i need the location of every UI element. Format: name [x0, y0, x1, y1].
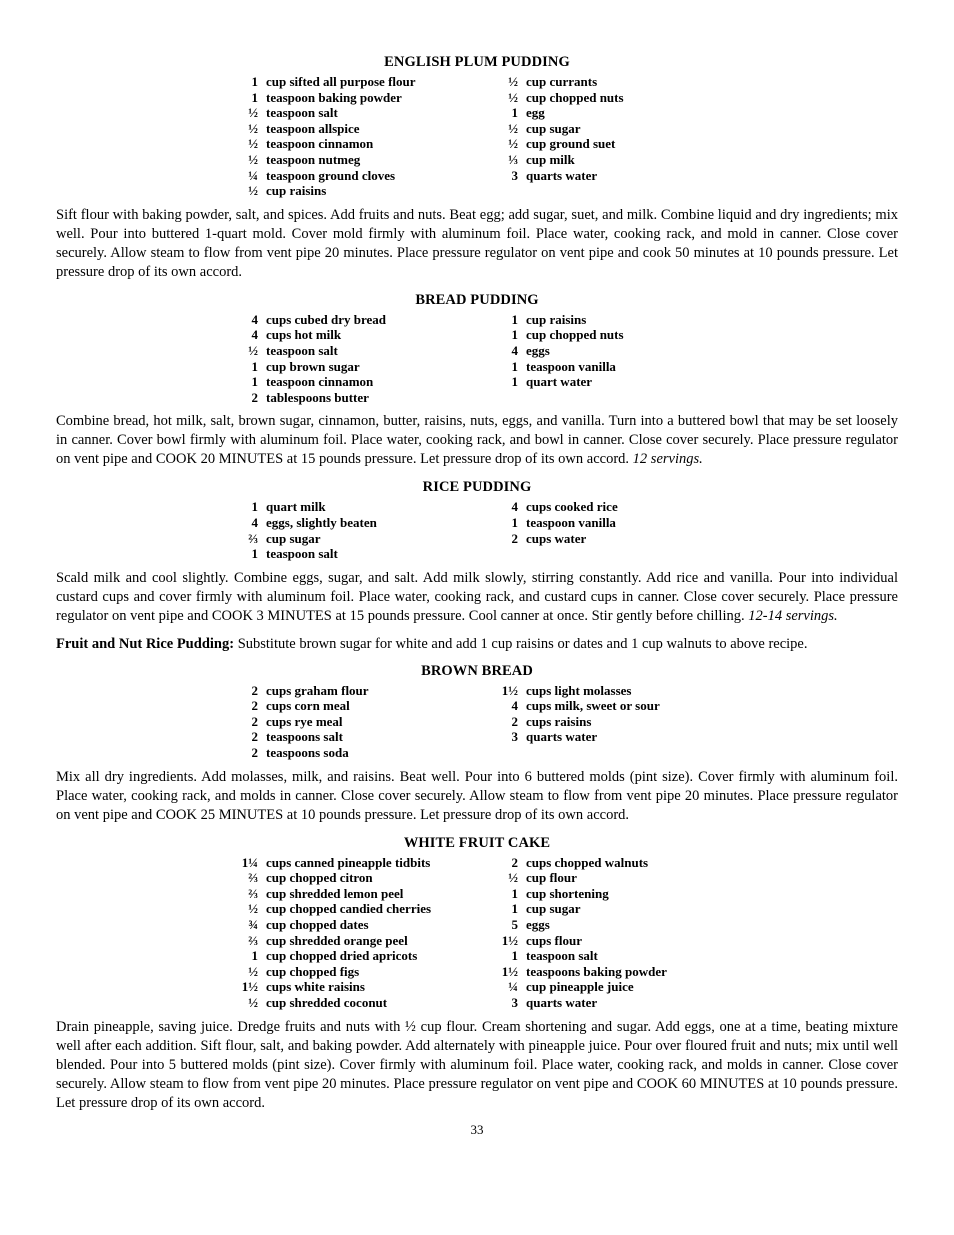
- ingredient-name: cup flour: [526, 870, 577, 886]
- recipe-title: BROWN BREAD: [421, 662, 533, 679]
- ingredient-name: teaspoons soda: [266, 745, 349, 761]
- ingredient-quantity: ½: [248, 120, 258, 136]
- ingredient-quantity: 1: [251, 499, 258, 515]
- recipe-title: ENGLISH PLUM PUDDING: [384, 54, 570, 70]
- ingredient-name: cup raisins: [266, 183, 327, 199]
- ingredient-row: [230, 390, 490, 406]
- ingredient-quantity: 2: [511, 854, 518, 870]
- ingredient-quantity: ½: [248, 995, 258, 1010]
- ingredient-row: [230, 312, 490, 328]
- ingredient-row: [230, 948, 490, 964]
- ingredient-row: [490, 515, 730, 531]
- ingredient-name: teaspoon ground cloves: [266, 167, 396, 183]
- ingredient-quantity: 1: [511, 311, 518, 327]
- ingredient-column-right: [490, 855, 730, 1011]
- ingredient-quantity: 2: [511, 530, 518, 546]
- ingredient-list: [230, 312, 730, 406]
- ingredient-name: tablespoons butter: [266, 389, 369, 405]
- ingredient-row: [490, 948, 730, 964]
- recipe-list: [56, 53, 898, 1113]
- ingredient-row: [230, 152, 490, 168]
- ingredient-quantity: 1: [511, 374, 518, 390]
- ingredient-row: [490, 327, 730, 343]
- ingredient-name: cup shortening: [526, 885, 609, 901]
- ingredient-row: [490, 105, 730, 121]
- ingredient-row: [230, 343, 490, 359]
- ingredient-quantity: ½: [248, 136, 258, 152]
- ingredient-quantity: ¾: [248, 917, 258, 933]
- ingredient-quantity: ⅔: [248, 530, 258, 546]
- ingredient-name: cups cubed dry bread: [266, 311, 387, 327]
- ingredient-name: quarts water: [526, 167, 598, 183]
- ingredient-name: quarts water: [526, 729, 598, 745]
- ingredient-quantity: 1½: [241, 979, 258, 995]
- ingredient-name: cups water: [526, 530, 587, 546]
- ingredient-column-right: [490, 312, 730, 406]
- ingredient-list: [230, 499, 730, 561]
- ingredient-name: egg: [526, 105, 545, 121]
- recipe-method: [56, 569, 898, 626]
- ingredient-row: [230, 546, 490, 562]
- ingredient-row: [230, 933, 490, 949]
- ingredient-row: [230, 886, 490, 902]
- ingredient-row: [490, 152, 730, 168]
- ingredient-quantity: 1: [511, 901, 518, 917]
- ingredient-row: [230, 995, 490, 1011]
- ingredient-row: [490, 74, 730, 90]
- ingredient-column-left: [230, 499, 490, 561]
- ingredient-row: [490, 343, 730, 359]
- ingredient-name: cups milk, sweet or sour: [526, 698, 660, 714]
- ingredient-name: cup chopped dried apricots: [266, 948, 418, 964]
- ingredient-row: [230, 870, 490, 886]
- ingredient-row: [230, 121, 490, 137]
- ingredient-column-right: [490, 74, 730, 199]
- ingredient-row: [490, 964, 730, 980]
- ingredient-name: cup chopped citron: [266, 870, 373, 886]
- ingredient-row: [490, 499, 730, 515]
- ingredient-quantity: 4: [511, 342, 518, 358]
- ingredient-quantity: ⅔: [248, 885, 258, 901]
- ingredient-quantity: ½: [508, 89, 518, 105]
- ingredient-row: [230, 964, 490, 980]
- ingredient-name: cup chopped dates: [266, 917, 369, 933]
- page-number: 33: [470, 1121, 484, 1137]
- ingredient-quantity: 1: [251, 74, 258, 89]
- variation-title: Fruit and Nut Rice Pudding:: [56, 635, 235, 652]
- ingredient-name: cup raisins: [526, 311, 587, 327]
- ingredient-quantity: 1: [511, 327, 518, 343]
- ingredient-name: cup shredded lemon peel: [266, 885, 404, 901]
- ingredient-row: [230, 683, 490, 699]
- ingredient-quantity: ¼: [248, 167, 258, 183]
- ingredient-column-right: [490, 683, 730, 761]
- ingredient-row: [230, 531, 490, 547]
- ingredient-row: [230, 855, 490, 871]
- ingredient-quantity: 1: [251, 948, 258, 964]
- ingredient-quantity: ½: [248, 342, 258, 358]
- ingredient-row: [230, 168, 490, 184]
- ingredient-name: teaspoon salt: [266, 546, 338, 562]
- ingredient-quantity: 2: [251, 698, 258, 714]
- recipe-variation: [56, 635, 898, 654]
- method-text: Sift flour with baking powder, salt, and spices. Add fruits and nuts. Beat egg; add sugar, suet, and milk. Combine liquid and dry ingredients; mix well. Pour into buttered 1-quart mold. Cover mold firmly with aluminum foil. Place water, cooking rack, and mold in canner. Close cover securely. Allow steam to flow from vent pipe 20 minutes. Place pressure regulator on vent pipe and cook 50 minutes at 10 pounds pressure. Let pressure drop of its own accord.: [56, 206, 898, 280]
- ingredient-name: cups canned pineapple tidbits: [266, 854, 431, 870]
- ingredient-quantity: 2: [251, 713, 258, 729]
- ingredient-row: [230, 729, 490, 745]
- ingredient-row: [490, 136, 730, 152]
- ingredient-column-left: [230, 74, 490, 199]
- ingredient-row: [490, 90, 730, 106]
- recipe-rice-pudding: [56, 478, 898, 653]
- ingredient-name: teaspoon salt: [266, 342, 338, 358]
- ingredient-quantity: 2: [511, 713, 518, 729]
- ingredient-name: teaspoon vanilla: [526, 358, 616, 374]
- ingredient-name: cup shredded coconut: [266, 995, 388, 1010]
- ingredient-quantity: ½: [248, 183, 258, 199]
- ingredient-name: teaspoons baking powder: [526, 963, 667, 979]
- ingredient-row: [230, 515, 490, 531]
- ingredient-quantity: ½: [248, 151, 258, 167]
- ingredient-name: teaspoon salt: [526, 948, 598, 964]
- ingredient-name: cups chopped walnuts: [526, 854, 649, 870]
- ingredient-quantity: 1: [511, 105, 518, 121]
- ingredient-quantity: 3: [511, 729, 518, 745]
- ingredient-name: cup brown sugar: [266, 358, 360, 374]
- ingredient-list: [230, 74, 730, 199]
- ingredient-row: [490, 168, 730, 184]
- ingredient-row: [490, 374, 730, 390]
- ingredient-name: cup milk: [526, 151, 575, 167]
- recipe-title: RICE PUDDING: [422, 479, 532, 496]
- ingredient-quantity: 1½: [501, 682, 518, 698]
- ingredient-name: teaspoon cinnamon: [266, 136, 374, 152]
- ingredient-name: eggs, slightly beaten: [266, 514, 377, 530]
- ingredient-name: teaspoon allspice: [266, 120, 360, 136]
- recipe-method: [56, 1018, 898, 1113]
- ingredient-row: [490, 683, 730, 699]
- ingredient-quantity: 3: [511, 995, 518, 1010]
- ingredient-row: [490, 886, 730, 902]
- ingredient-name: cup sifted all purpose flour: [266, 74, 416, 89]
- ingredient-quantity: ½: [248, 105, 258, 121]
- ingredient-name: cup sugar: [266, 530, 321, 546]
- ingredient-row: [230, 105, 490, 121]
- ingredient-name: cup ground suet: [526, 136, 616, 152]
- ingredient-column-left: [230, 855, 490, 1011]
- ingredient-quantity: 4: [251, 327, 258, 343]
- ingredient-row: [490, 870, 730, 886]
- ingredient-quantity: ½: [248, 901, 258, 917]
- ingredient-row: [230, 499, 490, 515]
- ingredient-name: teaspoons salt: [266, 729, 343, 745]
- ingredient-name: cup chopped nuts: [526, 327, 624, 343]
- ingredient-quantity: 2: [251, 729, 258, 745]
- recipe-title: BREAD PUDDING: [415, 291, 539, 308]
- ingredient-quantity: 1¼: [241, 854, 258, 870]
- ingredient-quantity: ¼: [508, 979, 518, 995]
- ingredient-name: eggs: [526, 342, 550, 358]
- ingredient-name: quart milk: [266, 499, 326, 515]
- ingredient-name: cups graham flour: [266, 682, 369, 698]
- ingredient-quantity: 1: [511, 948, 518, 964]
- ingredient-row: [230, 90, 490, 106]
- ingredient-row: [230, 359, 490, 375]
- ingredient-row: [230, 327, 490, 343]
- ingredient-row: [490, 933, 730, 949]
- ingredient-name: cups white raisins: [266, 979, 365, 995]
- ingredient-row: [230, 917, 490, 933]
- ingredient-row: [490, 714, 730, 730]
- ingredient-row: [230, 714, 490, 730]
- recipe-english-plum-pudding: [56, 53, 898, 282]
- ingredient-list: [230, 683, 730, 761]
- ingredient-quantity: 1½: [501, 932, 518, 948]
- ingredient-quantity: ½: [508, 870, 518, 886]
- ingredient-quantity: 4: [511, 698, 518, 714]
- recipe-method: [56, 206, 898, 282]
- servings-note: 12 servings.: [632, 451, 703, 468]
- ingredient-quantity: ½: [508, 120, 518, 136]
- recipe-brown-bread: [56, 662, 898, 825]
- ingredient-name: cup chopped figs: [266, 963, 360, 979]
- ingredient-row: [490, 979, 730, 995]
- ingredient-name: cup sugar: [526, 120, 581, 136]
- ingredient-quantity: 2: [251, 745, 258, 761]
- ingredient-quantity: 2: [251, 682, 258, 698]
- ingredient-name: cup shredded orange peel: [266, 932, 408, 948]
- recipe-bread-pudding: [56, 291, 898, 470]
- ingredient-quantity: 1: [511, 885, 518, 901]
- method-text: Mix all dry ingredients. Add molasses, milk, and raisins. Beat well. Pour into 6 buttered molds (pint size). Cover firmly with aluminum foil. Place water, cooking rack, and molds in canner. Close cover securely. Allow steam to flow from vent pipe 20 minutes. Place pressure regulator on vent pipe and COOK 25 MINUTES at 10 pounds pressure. Let pressure drop of its own accord.: [56, 768, 898, 823]
- ingredient-name: cups raisins: [526, 713, 592, 729]
- ingredient-name: cups hot milk: [266, 327, 342, 343]
- ingredient-row: [490, 698, 730, 714]
- ingredient-quantity: 4: [251, 514, 258, 530]
- ingredient-quantity: 3: [511, 167, 518, 183]
- ingredient-quantity: 1: [251, 546, 258, 562]
- ingredient-name: quart water: [526, 374, 593, 390]
- ingredient-name: teaspoon cinnamon: [266, 374, 374, 390]
- ingredient-column-left: [230, 683, 490, 761]
- ingredient-quantity: 1: [251, 374, 258, 390]
- ingredient-name: cup chopped candied cherries: [266, 901, 432, 917]
- ingredient-row: [230, 183, 490, 199]
- ingredient-name: cups corn meal: [266, 698, 350, 714]
- ingredient-row: [490, 995, 730, 1011]
- recipe-white-fruit-cake: [56, 834, 898, 1113]
- ingredient-quantity: ½: [248, 963, 258, 979]
- recipe-method: [56, 412, 898, 469]
- ingredient-name: cups light molasses: [526, 682, 632, 698]
- ingredient-name: cup chopped nuts: [526, 89, 624, 105]
- ingredient-name: cup pineapple juice: [526, 979, 634, 995]
- ingredient-name: teaspoon baking powder: [266, 89, 402, 105]
- ingredient-quantity: ½: [508, 136, 518, 152]
- variation-text: Substitute brown sugar for white and add 1 cup raisins or dates and 1 cup walnuts to above recipe.: [237, 635, 808, 652]
- ingredient-column-right: [490, 499, 730, 561]
- ingredient-name: quarts water: [526, 995, 598, 1010]
- method-text: Scald milk and cool slightly. Combine eggs, sugar, and salt. Add milk slowly, stirring constantly. Add rice and vanilla. Pour into individual custard cups and cover firmly with aluminum foil. Place water, cooking rack, and custard cups in canner. Close cover securely. Place pressure regulator on vent pipe and COOK 3 MINUTES at 15 pounds pressure. Cool canner at once. Stir gently before chilling.: [56, 569, 898, 624]
- ingredient-quantity: ⅓: [508, 151, 518, 167]
- ingredient-row: [230, 745, 490, 761]
- ingredient-name: teaspoon salt: [266, 105, 338, 121]
- recipe-page: [56, 53, 898, 1138]
- ingredient-quantity: ⅔: [248, 870, 258, 886]
- ingredient-row: [490, 917, 730, 933]
- ingredient-quantity: ⅔: [248, 932, 258, 948]
- ingredient-quantity: 5: [511, 917, 518, 933]
- ingredient-row: [490, 729, 730, 745]
- ingredient-row: [490, 531, 730, 547]
- ingredient-quantity: 2: [251, 389, 258, 405]
- recipe-method: [56, 768, 898, 825]
- recipe-title: WHITE FRUIT CAKE: [403, 834, 551, 851]
- ingredient-row: [230, 901, 490, 917]
- ingredient-row: [490, 121, 730, 137]
- ingredient-quantity: ½: [508, 74, 518, 89]
- ingredient-quantity: 4: [511, 499, 518, 515]
- ingredient-row: [490, 312, 730, 328]
- ingredient-name: cups rye meal: [266, 713, 343, 729]
- ingredient-row: [230, 136, 490, 152]
- ingredient-row: [490, 359, 730, 375]
- ingredient-quantity: 1: [511, 358, 518, 374]
- ingredient-name: cups flour: [526, 932, 582, 948]
- ingredient-name: eggs: [526, 917, 550, 933]
- ingredient-quantity: 1: [511, 514, 518, 530]
- ingredient-quantity: 1: [251, 358, 258, 374]
- ingredient-row: [490, 855, 730, 871]
- ingredient-row: [230, 74, 490, 90]
- ingredient-row: [230, 374, 490, 390]
- ingredient-row: [230, 698, 490, 714]
- ingredient-name: teaspoon vanilla: [526, 514, 616, 530]
- servings-note: 12-14 servings.: [748, 607, 838, 624]
- ingredient-name: cups cooked rice: [526, 499, 618, 515]
- ingredient-name: teaspoon nutmeg: [266, 151, 361, 167]
- ingredient-list: [230, 855, 730, 1011]
- ingredient-quantity: 1½: [501, 963, 518, 979]
- method-text: Drain pineapple, saving juice. Dredge fruits and nuts with ½ cup flour. Cream shortening and sugar. Add eggs, one at a time, beating mixture well after each addition. Sift flour, salt, and baking powder. Add alternately with pineapple juice. Pour over floured fruit and nuts; mix until well blended. Pour into 5 buttered molds (pint size). Cover firmly with aluminum foil. Place water, cooking rack, and molds in canner. Close cover securely. Allow steam to flow from vent pipe 20 minutes. Place pressure regulator on vent pipe and COOK 60 MINUTES at 10 pounds pressure. Let pressure drop of its own accord.: [56, 1018, 898, 1111]
- ingredient-row: [490, 901, 730, 917]
- ingredient-name: cup sugar: [526, 901, 581, 917]
- ingredient-quantity: 1: [251, 89, 258, 105]
- method-text: Combine bread, hot milk, salt, brown sugar, cinnamon, butter, raisins, nuts, eggs, and vanilla. Turn into a buttered bowl that may be set loosely in canner. Cover bowl firmly with aluminum foil. Place water, cooking rack, and bowl in canner. Close cover securely. Place pressure regulator on vent pipe and COOK 20 MINUTES at 15 pounds pressure. Let pressure drop of its own accord.: [56, 413, 898, 468]
- ingredient-row: [230, 979, 490, 995]
- ingredient-name: cup currants: [526, 74, 598, 89]
- ingredient-quantity: 4: [251, 311, 258, 327]
- ingredient-column-left: [230, 312, 490, 406]
